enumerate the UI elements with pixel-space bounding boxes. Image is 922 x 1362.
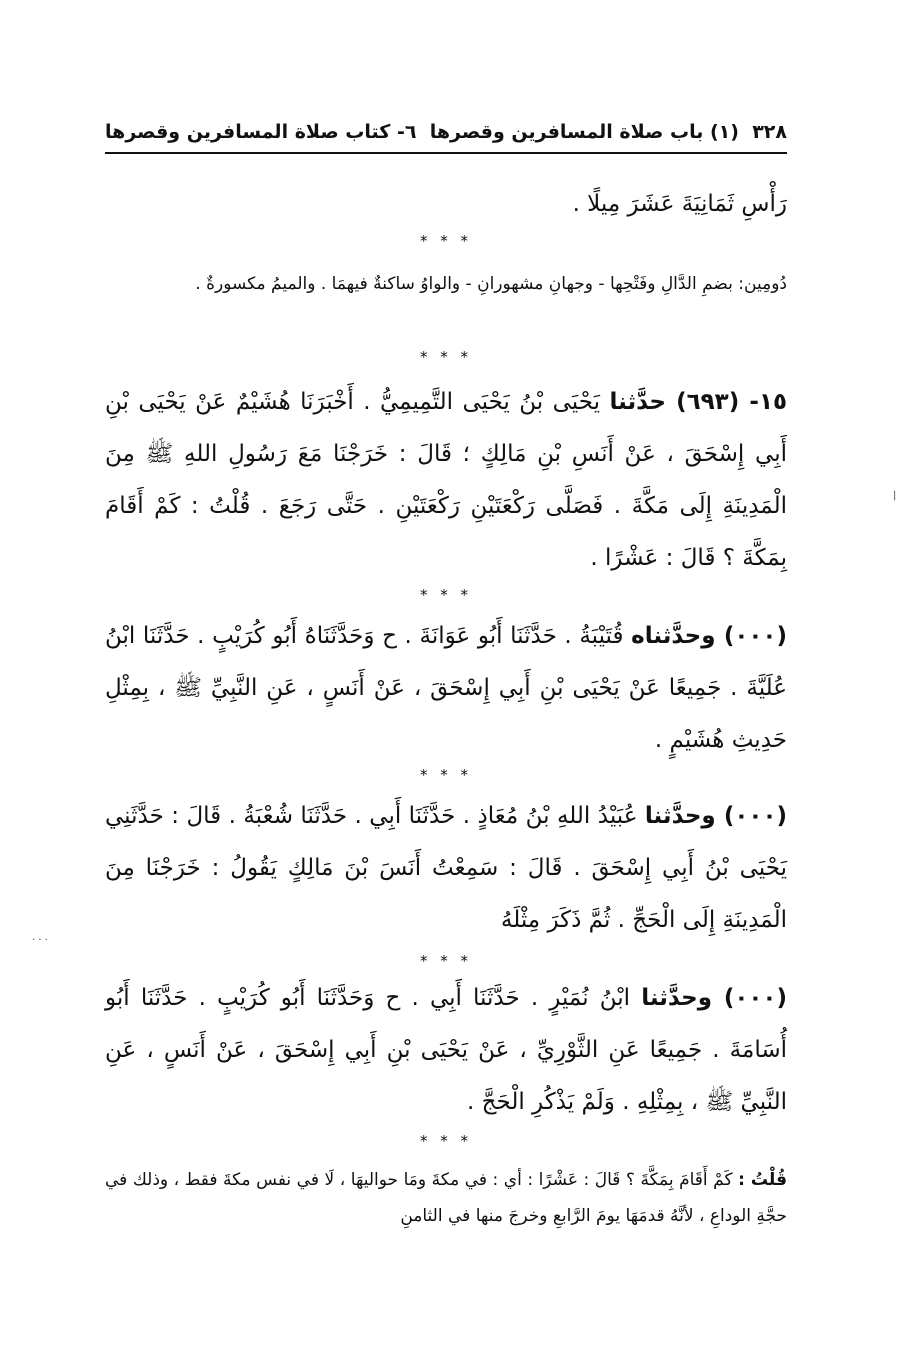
hadith-693 [105, 376, 787, 584]
hadith-text: يَحْيَى بْنُ يَحْيَى التَّمِيمِيُّ . أَخْبَرَنَا هُشَيْمٌ عَنْ يَحْيَى بْنِ أَبِي إِسْحَقَ ، عَنْ أَنَسِ بْنِ مَالِكٍ ؛ قَالَ : خَرَجْنَا مَعَ رَسُولِ اللهِ ﷺ مِنَ الْمَدِينَةِ إِلَى مَكَّةَ . فَصَلَّى رَكْعَتَيْنِ رَكْعَتَيْنِ . حَتَّى رَجَعَ . قُلْتُ : كَمْ أَقَامَ بِمَكَّةَ ؟ قَالَ : عَشْرًا . [105, 389, 787, 571]
margin-dots: · · · [32, 935, 48, 946]
hadith-number: (٠٠٠) وحدَّثنا [644, 803, 788, 829]
hadith-variant-1 [105, 610, 787, 766]
chapter-title: (١) باب صلاة المسافرين وقصرها [429, 121, 739, 143]
section-separator: * * * [419, 232, 473, 250]
commentary-note [105, 266, 787, 302]
commentary-text: دُومِين: بضمِ الدَّالِ وفَتْحِها - وجهانِ مشهورانِ - والواوُ ساكنةٌ فيهمَا . والميمُ مكسورةٌ . [195, 274, 787, 294]
hadith-variant-2 [105, 790, 787, 946]
hadith-text: ابْنُ نُمَيْرٍ . حَدَّثَنَا أَبِي . ح وَحَدَّثَنَا أَبُو كُرَيْبٍ . حَدَّثَنَا أَبُو أُسَامَةَ . جَمِيعًا عَنِ الثَّوْرِيِّ ، عَنْ يَحْيَى بْنِ أَبِي إِسْحَقَ ، عَنْ أَنَسٍ ، عَنِ النَّبِيِّ ﷺ ، بِمِثْلِهِ . وَلَمْ يَذْكُرِ الْحَجَّ . [105, 985, 787, 1115]
section-separator: * * * [419, 1132, 473, 1150]
header-rule [105, 152, 787, 154]
margin-tick: | [893, 490, 897, 501]
commentary-lead: قُلْتُ : [738, 1170, 787, 1190]
section-separator: * * * [419, 952, 473, 970]
commentary-text: كَمْ أَقَامَ بِمَكَّةَ ؟ قَالَ : عَشْرًا : أي : في مكةَ ومَا حواليهَا ، لَا في نفس مكةَ فقط ، وذلك في حجَّةِ الوداعِ ، لأنَّهُ قدمَهَا يومَ الرَّابعِ وخرجَ منها في الثامنِ [105, 1170, 787, 1226]
section-separator: * * * [419, 348, 473, 366]
section-separator: * * * [419, 766, 473, 784]
running-header [105, 114, 787, 150]
continuation-text [105, 178, 787, 230]
hadith-variant-3 [105, 972, 787, 1128]
hadith-text: قُتَيْبَةُ . حَدَّثَنَا أَبُو عَوَانَةَ . ح وَحَدَّثَنَاهُ أَبُو كُرَيْبٍ . حَدَّثَنَا ابْنُ عُلَيَّةَ . جَمِيعًا عَنْ يَحْيَى بْنِ أَبِي إِسْحَقَ ، عَنْ أَنَسٍ ، عَنِ النَّبِيِّ ﷺ ، بِمِثْلِ حَدِيثِ هُشَيْمٍ . [105, 623, 787, 753]
commentary-footnote [105, 1162, 787, 1234]
hadith-number: ١٥- (٦٩٣) حدَّثنا [609, 389, 788, 415]
continuation-line: رَأْسِ ثَمَانِيَةَ عَشَرَ مِيلًا . [572, 191, 787, 217]
page-number: ٣٢٨ [752, 121, 787, 143]
hadith-text: عُبَيْدُ اللهِ بْنُ مُعَاذٍ . حَدَّثَنَا أَبِي . حَدَّثَنَا شُعْبَةُ . قَالَ : حَدَّثَنِي يَحْيَى بْنُ أَبِي إِسْحَقَ . قَالَ : سَمِعْتُ أَنَسَ بْنَ مَالِكٍ يَقُولُ : خَرَجْنَا مِنَ الْمَدِينَةِ إِلَى الْحَجِّ . ثُمَّ ذَكَرَ مِثْلَهُ [105, 803, 787, 933]
hadith-number: (٠٠٠) وحدَّثنا [641, 985, 787, 1011]
book-title: ٦- كتاب صلاة المسافرين وقصرها [105, 121, 417, 143]
hadith-number: (٠٠٠) وحدَّثناه [631, 623, 787, 649]
section-separator: * * * [419, 586, 473, 604]
